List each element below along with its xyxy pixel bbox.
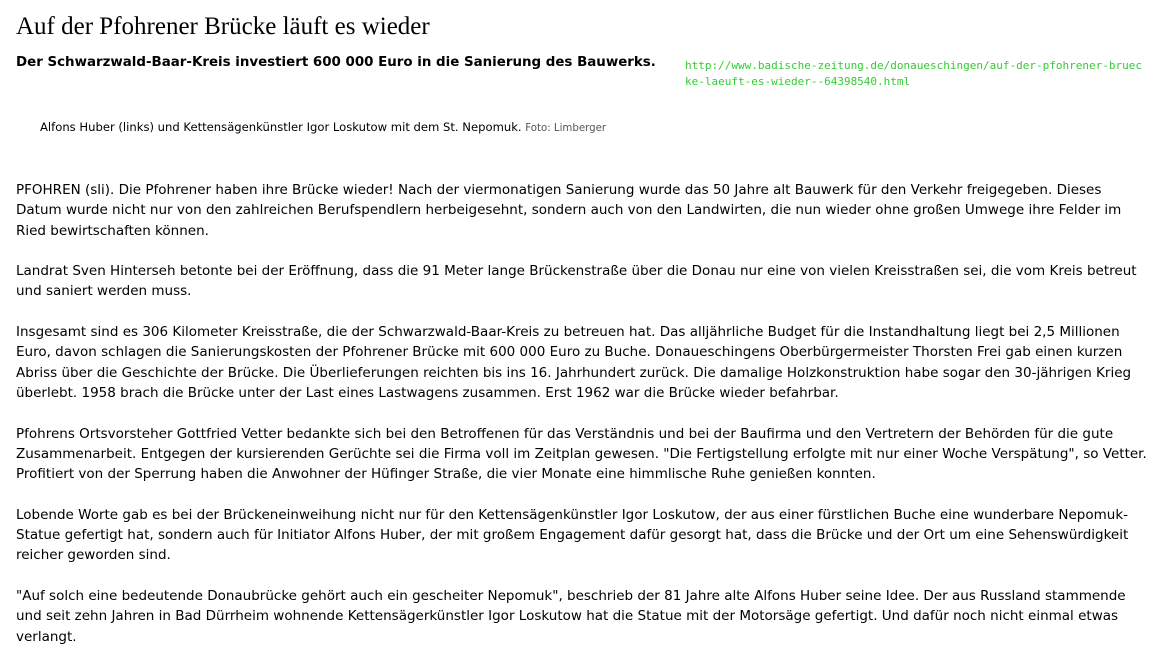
- source-url-link[interactable]: http://www.badische-zeitung.de/donaueschingen/auf-der-pfohrener-bruecke-laeuft-es-wieder--64398540.html: [685, 59, 1142, 88]
- article-paragraph: Pfohrens Ortsvorsteher Gottfried Vetter bedankte sich bei den Betroffenen für das Verständnis und bei der Baufirma und den Vertretern der Behörden für die gute Zusammenarbeit. Entgegen der kursierenden Gerüchte sei die Firma voll im Zeitplan gewesen. "Die Fertigstellung erfolgte mit nur einer Woche Verspätung", so Vetter. Profitiert von der Sperrung haben die Anwohner der Hüfinger Straße, die vier Monate eine himmlische Ruhe genießen konnten.: [16, 425, 1147, 483]
- article-paragraph: "Auf solch eine bedeutende Donaubrücke gehört auch ein gescheiter Nepomuk", beschrieb der 81 Jahre alte Alfons Huber seine Idee. Der aus Russland stammende und seit zehn Jahren in Bad Dürrheim wohnende Kettensägerkünstler Igor Loskutow hat die Statue mit der Motorsäge gefertigt. Und dafür noch nicht einmal etwas verlangt.: [16, 587, 1126, 645]
- article-paragraph: Landrat Sven Hinterseh betonte bei der Eröffnung, dass die 91 Meter lange Brückenstraße über die Donau nur eine von vielen Kreisstraßen sei, die vom Kreis betreut und saniert werden muss.: [16, 263, 1137, 300]
- article-paragraph: PFOHREN (sli). Die Pfohrener haben ihre Brücke wieder! Nach der viermonatigen Sanierung wurde das 50 Jahre alt Bauwerk für den Verkehr freigegeben. Dieses Datum wurde nicht nur von den zahlreichen Berufspendlern herbeigesehnt, sondern auch von den Landwirten, die nun wieder ohne großen Umwege ihre Felder im Ried bewirtschaften können.: [16, 182, 1122, 239]
- photo-credit: Foto: Limberger: [525, 123, 607, 134]
- article-subheadline: Der Schwarzwald-Baar-Kreis investiert 600 000 Euro in die Sanierung des Bauwerks.: [16, 55, 656, 70]
- photo-caption: [40, 120, 606, 136]
- photo-caption-text: Alfons Huber (links) und Kettensägenkünstler Igor Loskutow mit dem St. Nepomuk.: [40, 120, 522, 134]
- article-paragraph: Lobende Worte gab es bei der Brückeneinweihung nicht nur für den Kettensägenkünstler Igor Loskutow, der aus einer fürstlichen Buche eine wunderbare Nepomuk-Statue gefertigt hat, sondern auch für Initiator Alfons Huber, der mit großem Engagement dafür gesorgt hat, dass die Brücke und der Ort um eine Sehenswürdigkeit reicher geworden sind.: [16, 506, 1129, 564]
- article-body: [16, 180, 1148, 667]
- article-paragraph: Insgesamt sind es 306 Kilometer Kreisstraße, die der Schwarzwald-Baar-Kreis zu betreuen hat. Das alljährliche Budget für die Instandhaltung liegt bei 2,5 Millionen Euro, davon schlagen die Sanierungskosten der Pfohrener Brücke mit 600 000 Euro zu Buche. Donaueschingens Oberbürgermeister Thorsten Frei gab einen kurzen Abriss über die Geschichte der Brücke. Die Überlieferungen reichten bis ins 16. Jahrhundert zurück. Die damalige Holzkonstruktion habe sogar den 30-jährigen Krieg überlebt. 1958 brach die Brücke unter der Last eines Lastwagens zusammen. Erst 1962 war die Brücke wieder befahrbar.: [16, 324, 1132, 401]
- article-headline: Auf der Pfohrener Brücke läuft es wieder: [16, 13, 430, 40]
